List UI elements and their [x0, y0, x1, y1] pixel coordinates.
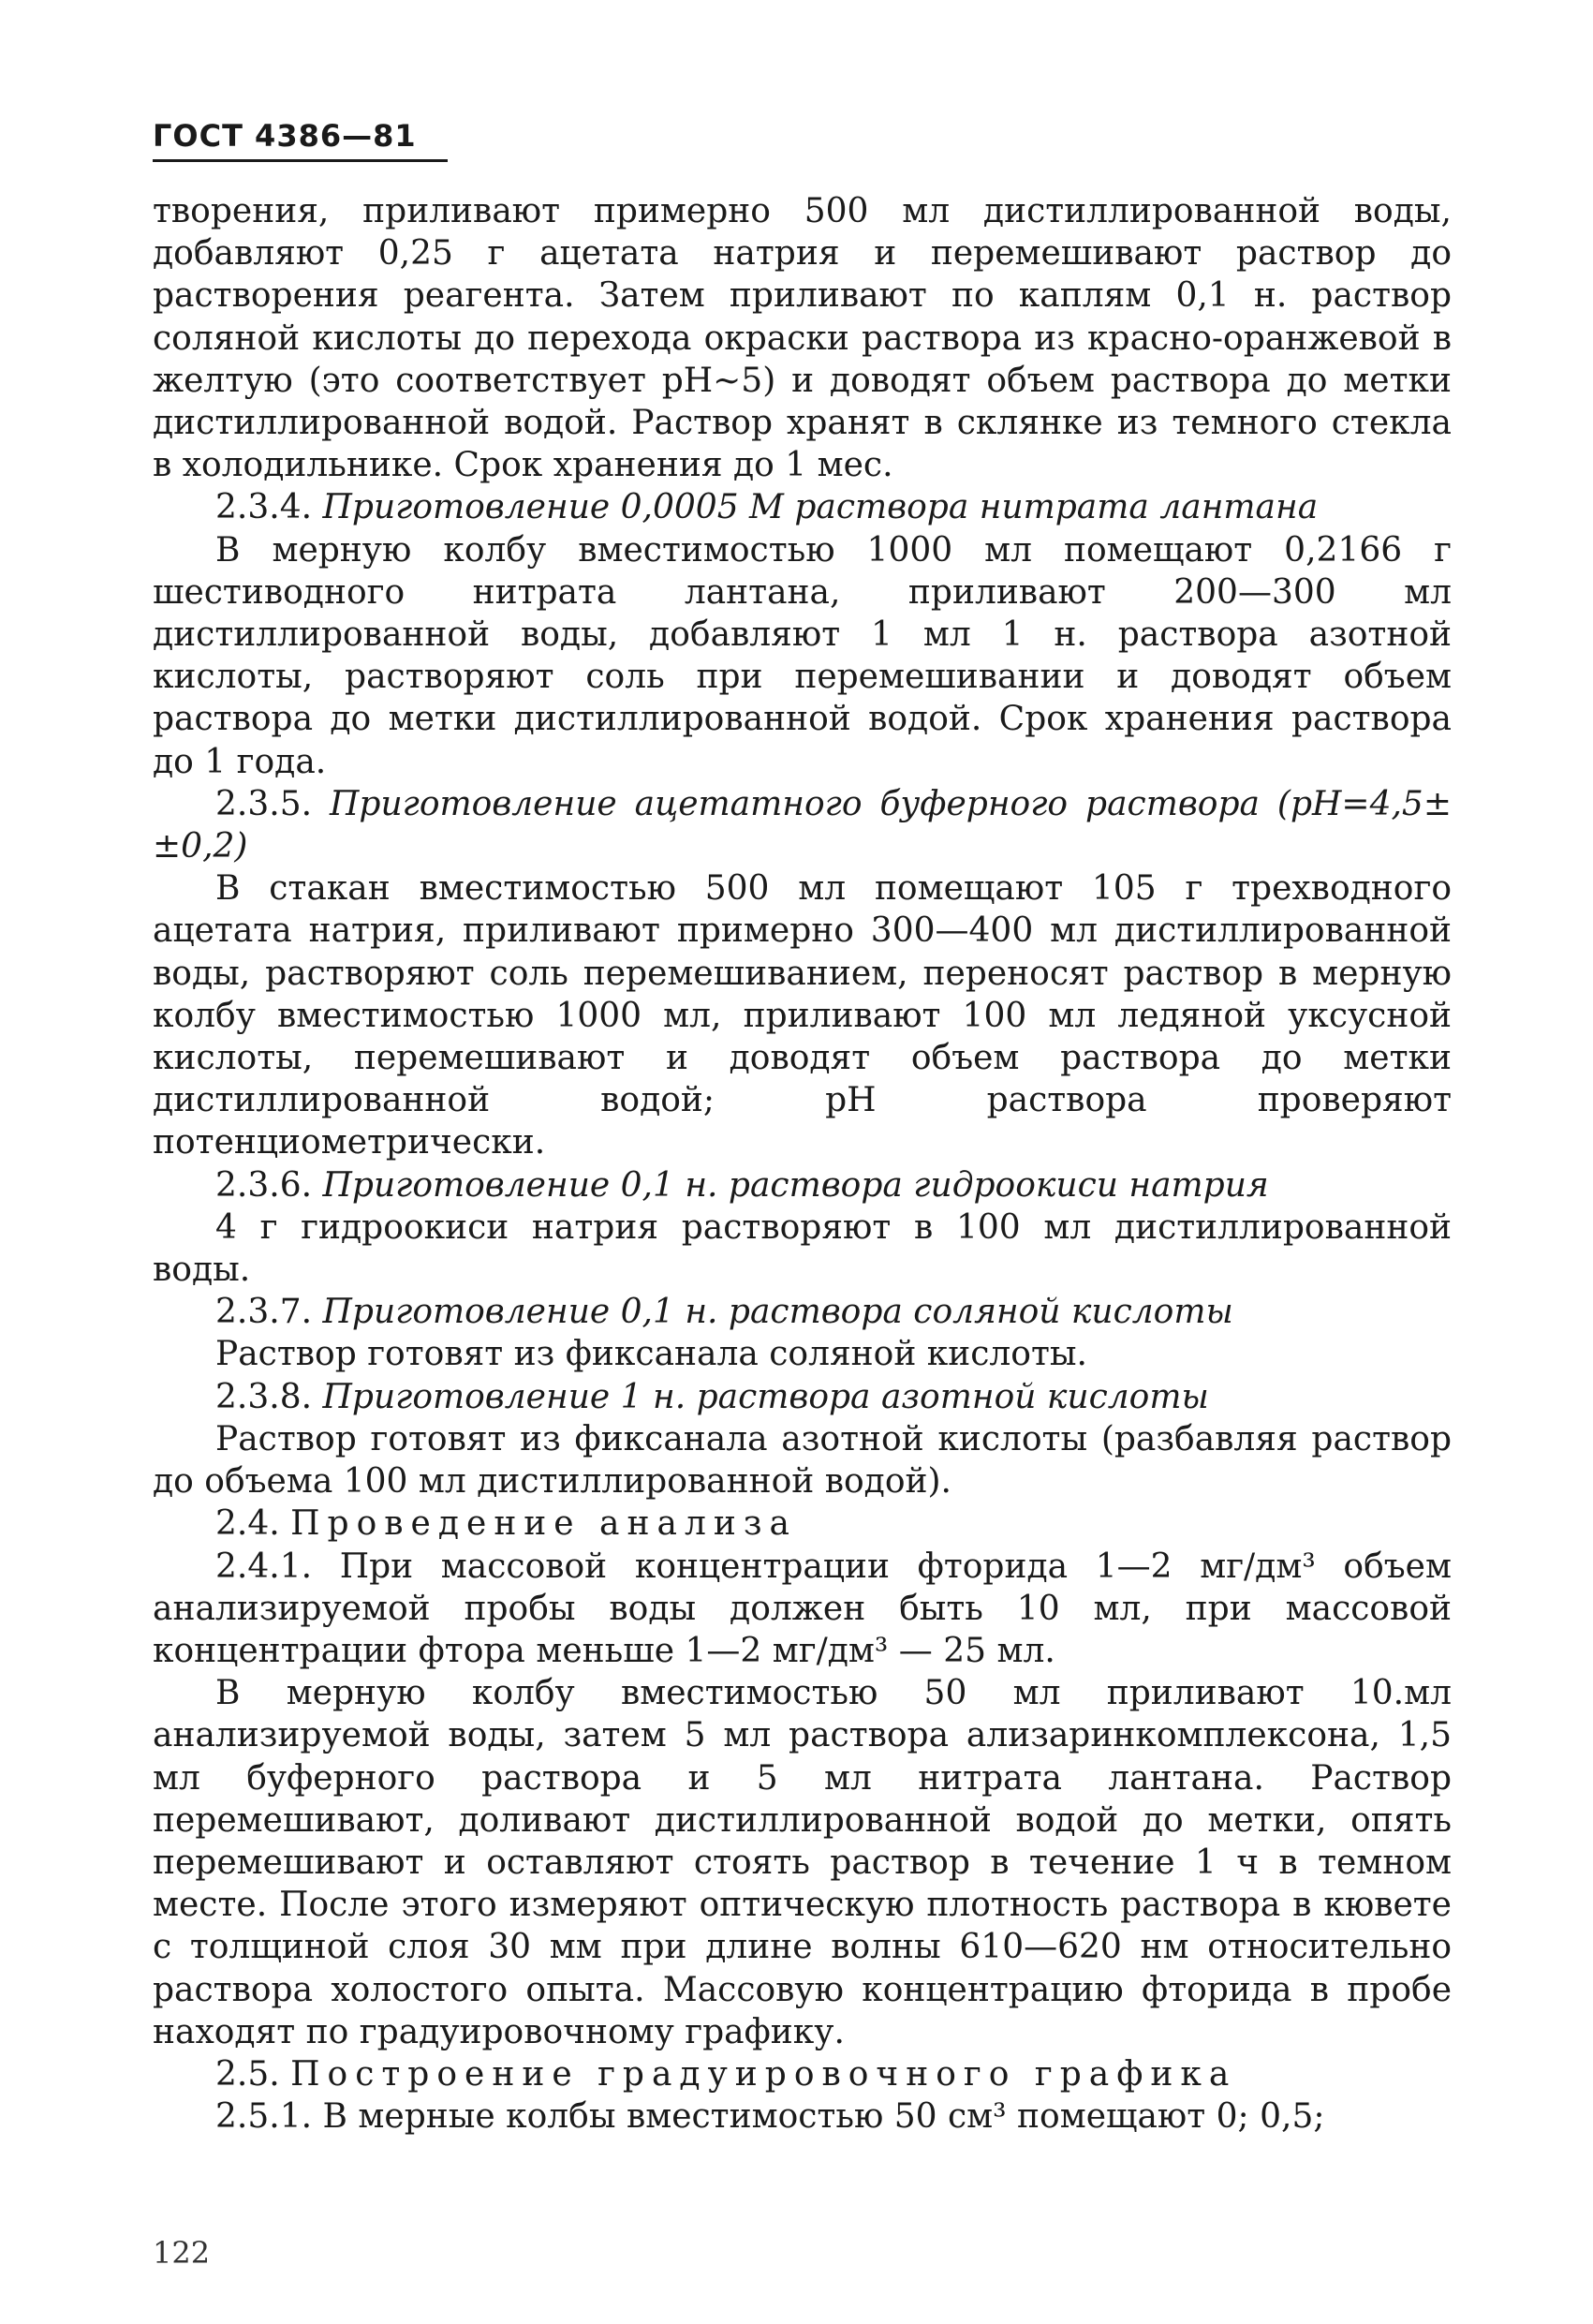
section-title: Приготовление 0,0005 М раствора нитрата лантана — [322, 488, 1319, 527]
section-number: 2.3.6. — [215, 1165, 313, 1205]
section-title: Приготовление 1 н. раствора азотной кислоты — [322, 1377, 1209, 1416]
section-number: 2.3.8. — [215, 1377, 313, 1416]
section-title-spaced: Построение градуировочного графика — [290, 2054, 1237, 2094]
paragraph-continuation: творения, приливают примерно 500 мл дистиллированной воды, добавляют 0,25 г ацетата натрия и перемешивают раствор до растворения реагента. Затем приливают по каплям 0,1 н. раствор соляной кислоты до перехода окраски раствора из красно-оранжевой в желтую (это соответствует pH∼5) и доводят объем раствора до метки дистиллированной водой. Раствор хранят в склянке из темного стекла в холодильнике. Срок хранения до 1 мес. — [153, 192, 1452, 485]
paragraph-2-3-6: 4 г гидроокиси натрия растворяют в 100 мл дистиллированной воды. — [153, 1207, 1452, 1290]
header-rule — [153, 159, 448, 162]
paragraph-2-3-5: В стакан вместимостью 500 мл помещают 105 г трехводного ацетата натрия, приливают примерно 300—400 мл дистиллированной воды, растворяют соль перемешиванием, переносят раствор в мерную колбу вместимостью 1000 мл, приливают 100 мл ледяной уксусной кислоты, перемешивают и доводят объем раствора до метки дистиллированной водой; pH раствора проверяют потенциометрически. — [153, 869, 1452, 1162]
paragraph-2-3-7: Раствор готовят из фиксанала соляной кислоты. — [215, 1335, 1087, 1374]
paragraph-2-3-8: Раствор готовят из фиксанала азотной кислоты (разбавляя раствор до объема 100 мл дистиллированной водой). — [153, 1419, 1452, 1502]
section-heading-2-5 — [153, 2053, 1452, 2095]
section-title: Приготовление 0,1 н. раствора гидроокиси натрия — [322, 1165, 1269, 1205]
section-heading-2-3-8 — [153, 1376, 1452, 1418]
section-number: 2.3.4. — [215, 488, 313, 527]
paragraph-2-4-1: 2.4.1. При массовой концентрации фторида 1—2 мг/дм³ объем анализируемой пробы воды должен быть 10 мл, при массовой концентрации фтора меньше 1—2 мг/дм³ — 25 мл. — [153, 1547, 1452, 1670]
section-title: Приготовление 0,1 н. раствора соляной кислоты — [322, 1293, 1233, 1332]
section-number: 2.3.5. — [215, 784, 313, 823]
document-header: ГОСТ 4386—81 — [153, 118, 417, 154]
page-number: 122 — [153, 2235, 211, 2271]
section-heading-2-4 — [153, 1502, 1452, 1545]
section-heading-2-3-6 — [153, 1164, 1452, 1206]
document-body — [153, 190, 1452, 2138]
paragraph-2-3-4: В мерную колбу вместимостью 1000 мл помещают 0,2166 г шестиводного нитрата лантана, приливают 200—300 мл дистиллированной воды, добавляют 1 мл 1 н. раствора азотной кислоты, растворяют соль при перемешивании и доводят объем раствора до метки дистиллированной водой. Срок хранения раствора до 1 года. — [153, 530, 1452, 781]
section-heading-2-3-7 — [153, 1291, 1452, 1333]
section-number: 2.4. — [215, 1504, 280, 1544]
section-title: Приготовление ацетатного буферного раствора (pH=4,5± ±0,2) — [153, 784, 1452, 866]
paragraph-2-4-1-procedure: В мерную колбу вместимостью 50 мл приливают 10.мл анализируемой воды, затем 5 мл раствора ализаринкомплексона, 1,5 мл буферного раствора и 5 мл нитрата лантана. Раствор перемешивают, доливают дистиллированной водой до метки, опять перемешивают и оставляют стоять раствор в течение 1 ч в темном месте. После этого измеряют оптическую плотность раствора в кювете с толщиной слоя 30 мм при длине волны 610—620 нм относительно раствора холостого опыта. Массовую концентрацию фторида в пробе находят по градуировочному графику. — [153, 1674, 1452, 2051]
section-heading-2-3-5 — [153, 783, 1452, 867]
section-number: 2.5. — [215, 2054, 280, 2094]
section-title-spaced: Проведение анализа — [290, 1504, 797, 1544]
section-number: 2.3.7. — [215, 1293, 313, 1332]
section-heading-2-3-4 — [153, 486, 1452, 528]
paragraph-2-5-1: 2.5.1. В мерные колбы вместимостью 50 см³ помещают 0; 0,5; — [215, 2097, 1325, 2137]
